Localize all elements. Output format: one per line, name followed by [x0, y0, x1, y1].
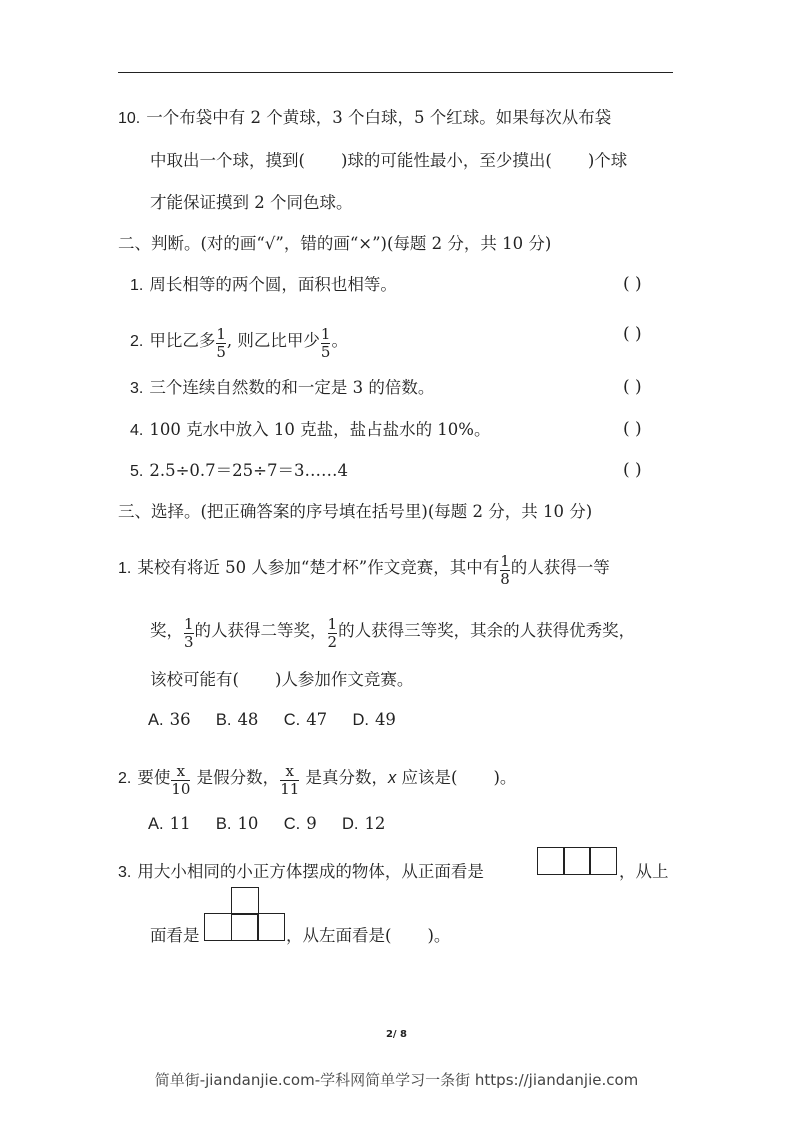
judge-answer-1[interactable]: ( ): [623, 274, 642, 294]
cube-face: [231, 887, 259, 915]
option-d[interactable]: D. 12: [341, 814, 386, 833]
choice-q1-line2: 奖， $\frac{1}{3}$ 的人获得二等奖， $\frac{1}{2}$ 的人获得三等奖，其余的人获得优秀奖，: [150, 615, 636, 651]
fraction: $\frac{1}{2}$: [327, 615, 338, 651]
judge-item-5: 5. 2.5÷0.7＝25÷7＝3……4: [130, 461, 348, 480]
option-c[interactable]: C. 9: [283, 814, 317, 833]
q10-line1: 10. 一个布袋中有 2 个黄球，3 个白球，5 个红球。如果每次从布袋: [118, 108, 612, 127]
option-b[interactable]: B. 10: [215, 814, 259, 833]
judge-answer-5[interactable]: ( ): [623, 460, 642, 480]
judge-item-1: 1. 周长相等的两个圆，面积也相等。: [130, 275, 397, 294]
q10-line2: 中取出一个球，摸到( )球的可能性最小，至少摸出( )个球: [150, 151, 628, 170]
choice-q2-options: [148, 814, 405, 834]
judge-answer-2[interactable]: ( ): [623, 324, 642, 344]
judge-answer-3[interactable]: ( ): [623, 377, 642, 397]
choice-q3-line2a: 面看是: [150, 926, 200, 945]
judge-item-3: 3. 三个连续自然数的和一定是 3 的倍数。: [130, 378, 435, 397]
judge-item-2: 2. 甲比乙多 $\frac{1}{5}$ , 则乙比甲少 $\frac{1}{5}$ 。: [130, 325, 348, 361]
cube-face: [563, 847, 591, 875]
judge-item-4: 4. 100 克水中放入 10 克盐，盐占盐水的 10%。: [130, 420, 491, 439]
fraction: $\frac{x}{11}$: [280, 762, 300, 798]
choice-q3-line1b: ，从上: [619, 862, 669, 881]
choice-q1-line1: 1. 某校有将近 50 人参加“楚才杯”作文竞赛，其中有 $\frac{1}{8}$ 的人获得一等: [118, 552, 610, 588]
option-a[interactable]: A. 11: [148, 814, 191, 833]
choice-q1-line3: 该校可能有( )人参加作文竞赛。: [150, 670, 414, 689]
choice-q3-line1a: 3. 用大小相同的小正方体摆成的物体，从正面看是: [118, 862, 484, 881]
footer-watermark: 简单街-jiandanjie.com-学科网简单学习一条街 https://jiandanjie.com: [154, 1071, 639, 1089]
q10-line3: 才能保证摸到 2 个同色球。: [150, 193, 353, 212]
choice-q3-line2b: ，从左面看是( )。: [286, 926, 451, 945]
fraction: $\frac{1}{5}$: [320, 325, 331, 361]
option-a[interactable]: A. 36: [148, 710, 191, 729]
fraction: $\frac{1}{5}$: [216, 325, 226, 361]
choice-q2-line1: 2. 要使 $\frac{x}{10}$ 是假分数， $\frac{x}{11}$ 是真分数，x 应该是( )。: [118, 762, 517, 798]
fraction: $\frac{1}{8}$: [500, 552, 510, 588]
option-b[interactable]: B. 48: [215, 710, 259, 729]
cube-face: [589, 847, 617, 875]
option-d[interactable]: D. 49: [352, 710, 396, 729]
cube-face: [204, 913, 232, 941]
judge-answer-4[interactable]: ( ): [623, 419, 642, 439]
cube-face: [257, 913, 285, 941]
option-c[interactable]: C. 47: [283, 710, 328, 729]
fraction: $\frac{1}{3}$: [184, 615, 194, 651]
fraction: $\frac{x}{10}$: [171, 762, 191, 798]
section3-heading: 三、选择。(把正确答案的序号填在括号里)(每题 2 分，共 10 分): [118, 502, 593, 521]
q10-number: 10.: [118, 110, 141, 127]
section2-heading: 二、判断。(对的画“√”，错的画“×”)(每题 2 分，共 10 分): [118, 234, 552, 253]
cube-face: [537, 847, 565, 875]
cube-face: [231, 913, 259, 941]
choice-q1-options: [148, 710, 416, 730]
page-number: 2/ 8: [385, 1029, 408, 1040]
header-rule: [118, 72, 673, 73]
